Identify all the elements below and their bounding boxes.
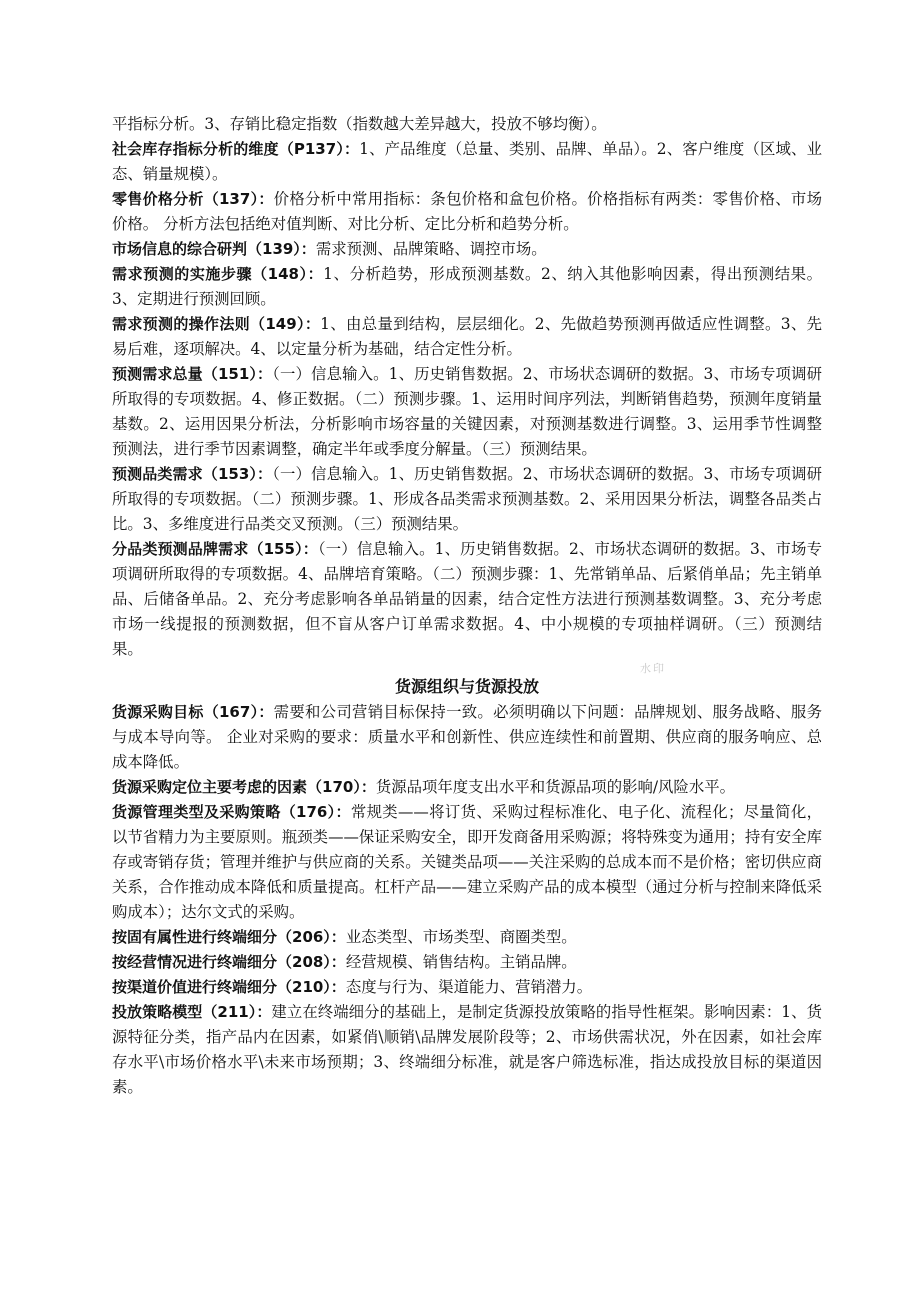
paragraph bbox=[112, 925, 822, 950]
paragraph-term: 分品类预测品牌需求（155）： bbox=[112, 540, 318, 558]
paragraph-term: 市场信息的综合研判（139）： bbox=[112, 240, 316, 258]
paragraph bbox=[112, 700, 822, 775]
paragraph bbox=[112, 312, 822, 362]
paragraph-term: 货源采购定位主要考虑的因素（170）： bbox=[112, 778, 376, 796]
paragraph-term: 零售价格分析（137）： bbox=[112, 190, 274, 208]
paragraph-term: 预测需求总量（151）： bbox=[112, 365, 273, 383]
paragraph-text: 1、分析趋势，形成预测基数。2、纳入其他影响因素，得出预测结果。3、定期进行预测回顾。 bbox=[112, 265, 823, 308]
paragraph bbox=[112, 137, 822, 187]
paragraph-term: 需求预测的操作法则（149）： bbox=[112, 315, 321, 333]
paragraph-text: 经营规模、销售结构。主销品牌。 bbox=[345, 953, 577, 971]
paragraph-text: 价格分析中常用指标：条包价格和盒包价格。价格指标有两类：零售价格、市场价格。 分析方法包括绝对值判断、对比分析、定比分析和趋势分析。 bbox=[112, 190, 822, 233]
paragraph-term: 需求预测的实施步骤（148）： bbox=[112, 265, 324, 283]
opening-paragraph: 平指标分析。3、存销比稳定指数（指数越大差异越大，投放不够均衡）。 bbox=[112, 115, 607, 133]
paragraph-term: 货源管理类型及采购策略（176）： bbox=[112, 803, 351, 821]
paragraph-term: 货源采购目标（167）： bbox=[112, 703, 274, 721]
paragraph-text: 业态类型、市场类型、商圈类型。 bbox=[345, 928, 577, 946]
paragraph-text: 1、由总量到结构，层层细化。2、先做趋势预测再做适应性调整。3、先易后难，逐项解决。4、以定量分析为基础，结合定性分析。 bbox=[112, 315, 822, 358]
paragraph-text: 需求预测、品牌策略、调控市场。 bbox=[315, 240, 547, 258]
paragraph bbox=[112, 537, 822, 662]
paragraph-term: 按经营情况进行终端细分（208）： bbox=[112, 953, 346, 971]
section-heading: 货源组织与货源投放 bbox=[394, 677, 539, 696]
paragraph-term: 预测品类需求（153）： bbox=[112, 465, 273, 483]
paragraph-term: 投放策略模型（211）： bbox=[112, 1003, 272, 1021]
paragraph-term: 按固有属性进行终端细分（206）： bbox=[112, 928, 346, 946]
paragraph bbox=[112, 187, 822, 237]
paragraph bbox=[112, 950, 822, 975]
paragraph-text: （一）信息输入。1、历史销售数据。2、市场状态调研的数据。3、市场专项调研所取得的专项数据。4、品牌培育策略。（二）预测步骤：1、先常销单品、后紧俏单品；先主销单品、后储备单品。2、充分考虑影响各单品销量的因素，结合定性方法进行预测基数调整。3、充分考虑市场一线提报的预测数据，但不盲从客户订单需求数据。4、中小规模的专项抽样调研。（三）预测结果。 bbox=[112, 540, 822, 658]
watermark: 水印 bbox=[640, 662, 666, 675]
paragraph-text: （一）信息输入。1、历史销售数据。2、市场状态调研的数据。3、市场专项调研所取得的专项数据。4、修正数据。（二）预测步骤。1、运用时间序列法，判断销售趋势，预测年度销量基数。2、运用因果分析法，分析影响市场容量的关键因素，对预测基数进行调整。3、运用季节性调整预测法，进行季节因素调整，确定半年或季度分解量。（三）预测结果。 bbox=[112, 365, 822, 458]
paragraph-text: 建立在终端细分的基础上，是制定货源投放策略的指导性框架。影响因素：1、货源特征分类，指产品内在因素，如紧俏\顺销\品牌发展阶段等；2、市场供需状况，外在因素，如社会库存水平\市场价格水平\未来市场预期；3、终端细分标准，就是客户筛选标准，指达成投放目标的渠道因素。 bbox=[112, 1003, 823, 1096]
paragraph-text: 1、产品维度（总量、类别、品牌、单品）。2、客户维度（区域、业态、销量规模）。 bbox=[112, 140, 822, 183]
paragraph-term: 按渠道价值进行终端细分（210）： bbox=[112, 978, 346, 996]
paragraph bbox=[112, 975, 822, 1000]
paragraph bbox=[112, 262, 822, 312]
paragraph-text: （一）信息输入。1、历史销售数据。2、市场状态调研的数据。3、市场专项调研所取得的专项数据。（二）预测步骤。1、形成各品类需求预测基数。2、采用因果分析法，调整各品类占比。3、多维度进行品类交叉预测。（三）预测结果。 bbox=[112, 465, 822, 533]
paragraph-text: 需要和公司营销目标保持一致。必须明确以下问题：品牌规划、服务战略、服务与成本导向等。 企业对采购的要求：质量水平和创新性、供应连续性和前置期、供应商的服务响应、总成本降低。 bbox=[112, 703, 822, 771]
paragraph bbox=[112, 1000, 822, 1100]
paragraph bbox=[112, 800, 822, 925]
paragraph bbox=[112, 237, 822, 262]
document-page bbox=[112, 112, 822, 1100]
paragraph bbox=[112, 775, 822, 800]
paragraph-term: 社会库存指标分析的维度（P137）： bbox=[112, 140, 360, 158]
paragraph-text: 常规类——将订货、采购过程标准化、电子化、流程化；尽量简化，以节省精力为主要原则。瓶颈类——保证采购安全，即开发商备用采购源；将特殊变为通用；持有安全库存或寄销存货；管理并维护与供应商的关系。关键类品项——关注采购的总成本而不是价格；密切供应商关系，合作推动成本降低和质量提高。杠杆产品——建立采购产品的成本模型（通过分析与控制来降低采购成本）；达尔文式的采购。 bbox=[112, 803, 822, 921]
paragraph-text: 态度与行为、渠道能力、营销潜力。 bbox=[345, 978, 593, 996]
paragraph-text: 货源品项年度支出水平和货源品项的影响/风险水平。 bbox=[375, 778, 735, 796]
paragraph bbox=[112, 362, 822, 462]
paragraph bbox=[112, 462, 822, 537]
